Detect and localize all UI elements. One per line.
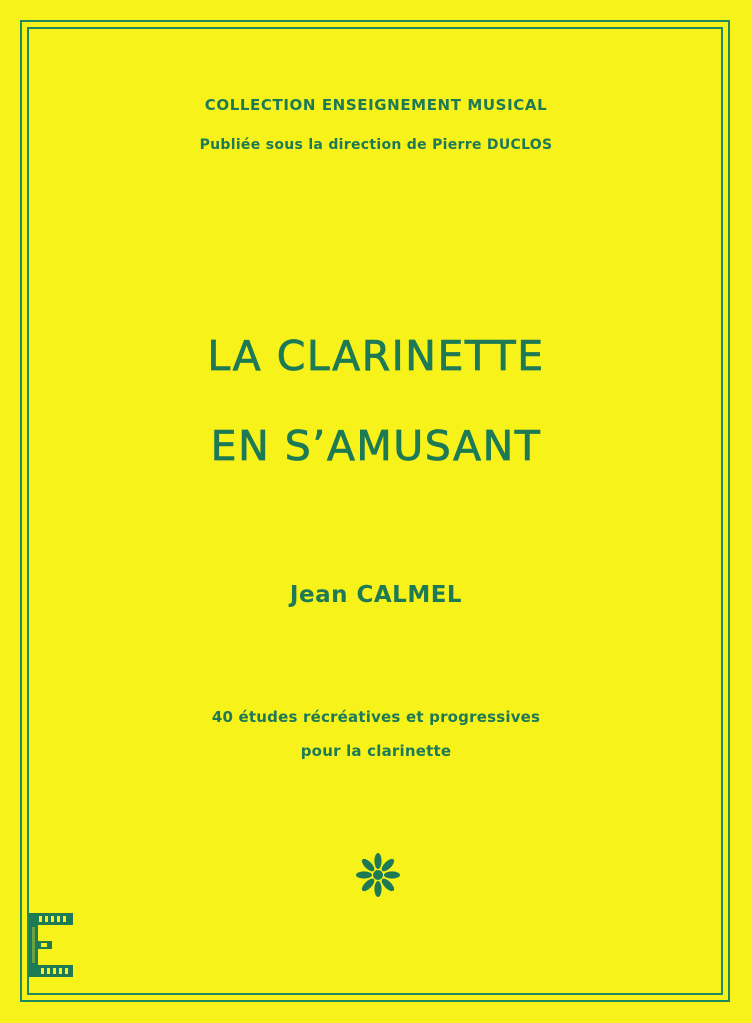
title-line-2: EN S’AMUSANT bbox=[210, 422, 542, 470]
description-line-2: pour la clarinette bbox=[300, 742, 452, 760]
title-line-1: LA CLARINETTE bbox=[207, 332, 545, 380]
publisher-logo-icon bbox=[29, 913, 73, 977]
author-name: Jean CALMEL bbox=[289, 582, 463, 608]
description-line-1: 40 études récréatives et progressives bbox=[211, 708, 541, 726]
inner-border bbox=[27, 27, 723, 995]
asterisk-flower-icon bbox=[354, 851, 402, 899]
editor-credit: Publiée sous la direction de Pierre DUCLOS bbox=[199, 137, 553, 153]
collection-name: COLLECTION ENSEIGNEMENT MUSICAL bbox=[204, 96, 548, 114]
